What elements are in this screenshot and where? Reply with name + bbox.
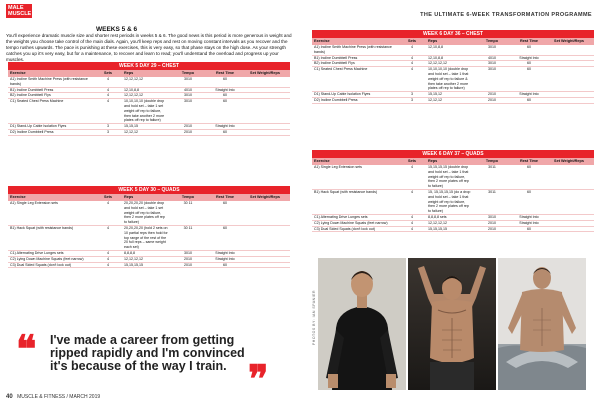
section-title: WEEKS 5 & 6 bbox=[96, 26, 138, 33]
column-header: Reps bbox=[428, 39, 438, 43]
table-cell: 12,10,8,8 bbox=[428, 55, 443, 60]
table-cell: 4 bbox=[411, 45, 413, 49]
table-cell: D2) Incline Dumbbell Press bbox=[314, 97, 358, 102]
column-header: Set Weight/Reps bbox=[250, 71, 280, 75]
table-cell: 60 bbox=[223, 99, 227, 104]
table-cell: D2) Incline Dumbbell Press bbox=[10, 129, 54, 134]
table-cell: 60 bbox=[527, 61, 531, 66]
table-cell-empty bbox=[546, 56, 592, 61]
column-header: Tempo bbox=[485, 159, 499, 163]
column-header: Rest Time bbox=[519, 39, 539, 43]
table-cell: 3010 bbox=[488, 214, 496, 219]
table-row bbox=[312, 45, 594, 56]
page-number: 40 bbox=[6, 394, 13, 400]
table-cell-empty bbox=[242, 201, 288, 225]
table-cell: A1) Single Leg Extension sets bbox=[10, 201, 58, 205]
workout-table bbox=[8, 62, 290, 136]
table-cell: 3010 bbox=[488, 45, 496, 49]
table-cell-empty bbox=[242, 257, 288, 262]
table-cell: 30 11 bbox=[183, 225, 193, 230]
table-cell: Straight Into bbox=[519, 55, 539, 60]
table-row bbox=[8, 226, 290, 251]
table-cell: C3) Dual Sided Squats (don't lock out) bbox=[314, 226, 376, 231]
table-cell-empty bbox=[546, 67, 592, 91]
table-cell: 20,20,20,20 (double drop and hold set – take 1 set weight off rep to failure, then 2 more plates off rep to failure) bbox=[124, 201, 165, 225]
table-cell: 60 bbox=[223, 129, 227, 134]
table-cell: 2010 bbox=[488, 220, 496, 225]
table-cell-empty bbox=[546, 61, 592, 66]
table-cell: D1) Stand-Up Cable Isolation Flyes bbox=[314, 92, 371, 97]
table-cell-empty bbox=[242, 251, 288, 256]
table-cell: 4 bbox=[107, 201, 109, 205]
table-cell: 12,10,8,8 bbox=[124, 87, 139, 92]
table-cell-empty bbox=[242, 124, 288, 129]
table-cell: C1) Alternating Drive Lunges sets bbox=[314, 214, 368, 219]
table-cell-empty bbox=[242, 88, 288, 93]
table-cell: 4010 bbox=[488, 55, 496, 60]
table-cell: Straight Into bbox=[215, 124, 235, 129]
table-row bbox=[312, 227, 594, 233]
table-cell: 4 bbox=[107, 262, 109, 267]
table-cell: 3011 bbox=[488, 189, 496, 194]
table-cell: 15, 15,15,15,15 (do a drop and hold set – take 1 that weight off rep to failure, then 2 more plates off rep to failure) bbox=[428, 189, 471, 214]
table-row bbox=[8, 77, 290, 88]
table-cell: B2) Incline Dumbbell Flys bbox=[10, 93, 51, 98]
table-cell-empty bbox=[242, 77, 288, 87]
table-cell: 2010 bbox=[488, 97, 496, 102]
column-header: Rest Time bbox=[215, 71, 235, 75]
table-cell-empty bbox=[546, 190, 592, 214]
table-cell: 60 bbox=[223, 201, 227, 205]
table-cell-empty bbox=[242, 99, 288, 123]
table-cell: 12,12,12,12 bbox=[428, 220, 447, 225]
table-cell: 2010 bbox=[184, 262, 192, 267]
table-cell: 4 bbox=[411, 189, 413, 194]
column-header: Exercise bbox=[314, 159, 330, 163]
column-header: Exercise bbox=[10, 195, 26, 199]
column-header: Tempo bbox=[485, 39, 499, 43]
table-cell-empty bbox=[242, 93, 288, 98]
intro-paragraph: You'll experience dramatic muscle size and shorter rest periods in weeks 5 & 6. The good news is this period is more generous in weight and the weights you choose take control of the main dials. Again, you'll keep reps and rest on moving constant intervals as you recover and the tempo rushes upwards. The pace is punishing at these exercises, this is very easy, so that phase stays on the high dose. As your strength catches you up it's very easy, but for a maintenance, to recover and learn to read; you'll understand the overload and progress up your muscles. bbox=[6, 33, 292, 62]
table-cell-empty bbox=[546, 92, 592, 97]
photo-credit: PHOTOS BY: IAN SPANIER bbox=[312, 290, 316, 346]
model-photo-1 bbox=[318, 258, 406, 390]
table-cell: C2) Lying Down Machine Squats (feet narrow) bbox=[10, 256, 84, 261]
table-cell: Straight Into bbox=[519, 220, 539, 225]
table-cell: Straight Into bbox=[215, 250, 235, 255]
table-cell: 60 bbox=[527, 165, 531, 169]
column-header: Sets bbox=[407, 39, 417, 43]
photo-model-black-shirt bbox=[318, 258, 406, 390]
table-cell: C1) Seated Chest Press Machine bbox=[314, 67, 368, 72]
tag-line1: MALE bbox=[8, 5, 24, 11]
table-cell: 12,12,12,12 bbox=[428, 61, 447, 66]
table-cell: A1) Incline Smith Machine Press (with resistance bands) bbox=[10, 77, 88, 86]
table-cell: 12,12,12 bbox=[124, 129, 138, 134]
table-cell: 4 bbox=[107, 256, 109, 261]
table-header-row bbox=[312, 38, 594, 45]
table-cell: 3010 bbox=[488, 61, 496, 66]
photo-model-shirtless bbox=[408, 258, 496, 390]
table-cell: 3 bbox=[107, 129, 109, 134]
column-header: Exercise bbox=[314, 39, 330, 43]
close-quote-icon: ❞ bbox=[248, 356, 269, 401]
table-cell: 4 bbox=[107, 77, 109, 81]
table-cell-empty bbox=[546, 98, 592, 103]
table-cell: 4 bbox=[411, 67, 413, 72]
table-cell-empty bbox=[242, 130, 288, 135]
table-cell: 3010 bbox=[488, 67, 496, 72]
table-cell: 4 bbox=[107, 250, 109, 255]
table-cell: 30 11 bbox=[183, 201, 193, 205]
table-row bbox=[312, 165, 594, 190]
table-cell: 4 bbox=[107, 87, 109, 92]
table-cell: 15,15,15 bbox=[124, 124, 138, 129]
table-cell: 3 bbox=[107, 124, 109, 129]
table-cell: 3010 bbox=[184, 99, 192, 104]
table-cell: 60 bbox=[223, 225, 227, 230]
table-cell: 3011 bbox=[488, 165, 496, 169]
table-cell: 4 bbox=[411, 55, 413, 60]
tag-line2: MUSCLE bbox=[8, 11, 32, 17]
table-cell: 12,10,8,8 bbox=[428, 45, 443, 49]
table-cell: C2) Lying Down Machine Squats (feet narrow) bbox=[314, 220, 388, 225]
table-cell: 20,20,20,20 (hold 2 sets on 10 partial reps then hold for top range of the rest of the 20 full reps – same weight each set) bbox=[124, 225, 168, 250]
table-cell-empty bbox=[242, 226, 288, 250]
table-cell: 60 bbox=[527, 226, 531, 231]
table-cell: A1) Incline Smith Machine Press (with resistance bands) bbox=[314, 45, 392, 54]
table-title: WEEK 6 DAY 36 – CHEST bbox=[312, 30, 594, 38]
table-cell: Straight Into bbox=[519, 214, 539, 219]
right-page bbox=[300, 0, 600, 406]
table-cell-empty bbox=[546, 227, 592, 232]
table-row bbox=[8, 201, 290, 226]
column-header: Set Weight/Reps bbox=[250, 195, 280, 199]
table-cell: 60 bbox=[527, 189, 531, 194]
table-cell: 60 bbox=[527, 97, 531, 102]
table-title: WEEK 6 DAY 37 – QUADS bbox=[312, 150, 594, 158]
table-cell: 4 bbox=[411, 61, 413, 66]
table-row bbox=[312, 98, 594, 104]
column-header: Exercise bbox=[10, 71, 26, 75]
model-photo-3 bbox=[498, 258, 586, 390]
table-cell: 2010 bbox=[488, 92, 496, 97]
table-cell-empty bbox=[242, 263, 288, 268]
folio-text: MUSCLE & FITNESS / MARCH 2019 bbox=[17, 394, 101, 400]
table-cell: 4 bbox=[411, 214, 413, 219]
workout-table bbox=[312, 150, 594, 232]
column-header: Sets bbox=[103, 195, 113, 199]
table-header-row bbox=[312, 158, 594, 165]
column-header: Sets bbox=[407, 159, 417, 163]
table-cell: B1) Incline Dumbbell Press bbox=[314, 55, 358, 60]
table-cell-empty bbox=[546, 45, 592, 55]
table-cell: 12,12,12,12 bbox=[124, 93, 143, 98]
table-cell: 10,10,10,10 (double drop and hold set – take 1 set weight off rep to failure, then take another 2 more plates off rep to failure) bbox=[124, 99, 165, 123]
table-cell-empty bbox=[546, 221, 592, 226]
table-cell: 60 bbox=[527, 67, 531, 72]
column-header: Set Weight/Reps bbox=[554, 159, 584, 163]
column-header: Reps bbox=[428, 159, 438, 163]
table-cell: 4 bbox=[411, 226, 413, 231]
table-cell: 4 bbox=[107, 225, 109, 230]
table-row bbox=[8, 99, 290, 124]
column-header: Reps bbox=[124, 195, 134, 199]
table-row bbox=[312, 67, 594, 92]
open-quote-icon: ❝ bbox=[16, 326, 37, 371]
table-cell: 4 bbox=[411, 220, 413, 225]
table-cell: 15,15,15,15 (double drop and hold set – take 1 that weight off rep to failure, then 2 more plates off rep to failure) bbox=[428, 165, 469, 189]
quote-text: I've made a career from getting ripped rapidly and I'm convinced it's because of the way I train. bbox=[50, 333, 245, 373]
table-cell: 60 bbox=[223, 262, 227, 267]
column-header: Sets bbox=[103, 71, 113, 75]
column-header: Rest Time bbox=[215, 195, 235, 199]
table-row bbox=[312, 190, 594, 215]
table-title: WEEK 5 DAY 30 – QUADS bbox=[8, 186, 290, 194]
table-cell: 4 bbox=[107, 93, 109, 98]
table-cell: 3010 bbox=[184, 77, 192, 81]
table-cell: C1) Seated Chest Press Machine bbox=[10, 99, 64, 104]
column-header: Reps bbox=[124, 71, 134, 75]
table-cell: 60 bbox=[223, 77, 227, 81]
table-cell: D1) Stand-Up Cable Isolation Flyes bbox=[10, 124, 67, 129]
table-cell: 2010 bbox=[184, 256, 192, 261]
table-cell: 2010 bbox=[184, 129, 192, 134]
table-row bbox=[8, 130, 290, 136]
table-row bbox=[8, 263, 290, 269]
table-cell: Straight Into bbox=[215, 87, 235, 92]
table-cell: 12,12,12,12 bbox=[124, 77, 143, 81]
table-cell: A1) Single Leg Extension sets bbox=[314, 165, 362, 169]
workout-table bbox=[8, 186, 290, 268]
table-cell: 3 bbox=[411, 97, 413, 102]
column-header: Tempo bbox=[181, 71, 195, 75]
table-cell: 2010 bbox=[184, 124, 192, 129]
table-header-row bbox=[8, 194, 290, 201]
table-cell: 12,12,12 bbox=[428, 97, 442, 102]
photo-model-water bbox=[498, 258, 586, 390]
model-photo-2 bbox=[408, 258, 496, 390]
table-cell: 15,15,15,15 bbox=[124, 262, 143, 267]
table-cell: B1) Incline Dumbbell Press bbox=[10, 87, 54, 92]
table-cell: 4 bbox=[411, 165, 413, 169]
table-cell: C3) Dual Sided Squats (don't lock out) bbox=[10, 262, 72, 267]
table-cell: B1) Hack Squat (with resistance bands) bbox=[10, 225, 74, 230]
table-cell: 8,8,8,8 sets bbox=[428, 214, 447, 219]
table-cell: 3010 bbox=[184, 93, 192, 98]
table-cell: 15,15,12 bbox=[428, 92, 442, 97]
table-cell: 2010 bbox=[488, 226, 496, 231]
table-cell: 3010 bbox=[184, 250, 192, 255]
folio bbox=[6, 394, 100, 400]
table-cell: 10,10,10,10 (double drop and hold set – take 1 that weight off rep to failure & then take another 2 more plates off rep to failure) bbox=[428, 67, 469, 91]
table-title: WEEK 5 DAY 29 – CHEST bbox=[8, 62, 290, 70]
table-cell: C1) Alternating Drive Lunges sets bbox=[10, 250, 64, 255]
table-cell-empty bbox=[546, 215, 592, 220]
column-header: Tempo bbox=[181, 195, 195, 199]
column-header: Set Weight/Reps bbox=[554, 39, 584, 43]
table-cell: 15,15,15,15 bbox=[428, 226, 447, 231]
table-cell: Straight Into bbox=[519, 92, 539, 97]
table-cell: B2) Incline Dumbbell Flys bbox=[314, 61, 355, 66]
table-cell: 60 bbox=[223, 93, 227, 98]
running-head: THE ULTIMATE 6-WEEK TRANSFORMATION PROGRAMME bbox=[420, 12, 592, 18]
workout-table bbox=[312, 30, 594, 104]
table-cell: B1) Hack Squat (with resistance bands) bbox=[314, 189, 378, 194]
section-tag bbox=[6, 4, 32, 18]
column-header: Rest Time bbox=[519, 159, 539, 163]
table-cell: 4 bbox=[107, 99, 109, 104]
table-cell: 12,12,12,12 bbox=[124, 256, 143, 261]
table-cell: 4010 bbox=[184, 87, 192, 92]
table-cell: 60 bbox=[527, 45, 531, 49]
table-cell: 3 bbox=[411, 92, 413, 97]
table-header-row bbox=[8, 70, 290, 77]
table-cell: 8,8,8,8 bbox=[124, 250, 135, 255]
table-cell: Straight Into bbox=[215, 256, 235, 261]
table-cell-empty bbox=[546, 165, 592, 189]
